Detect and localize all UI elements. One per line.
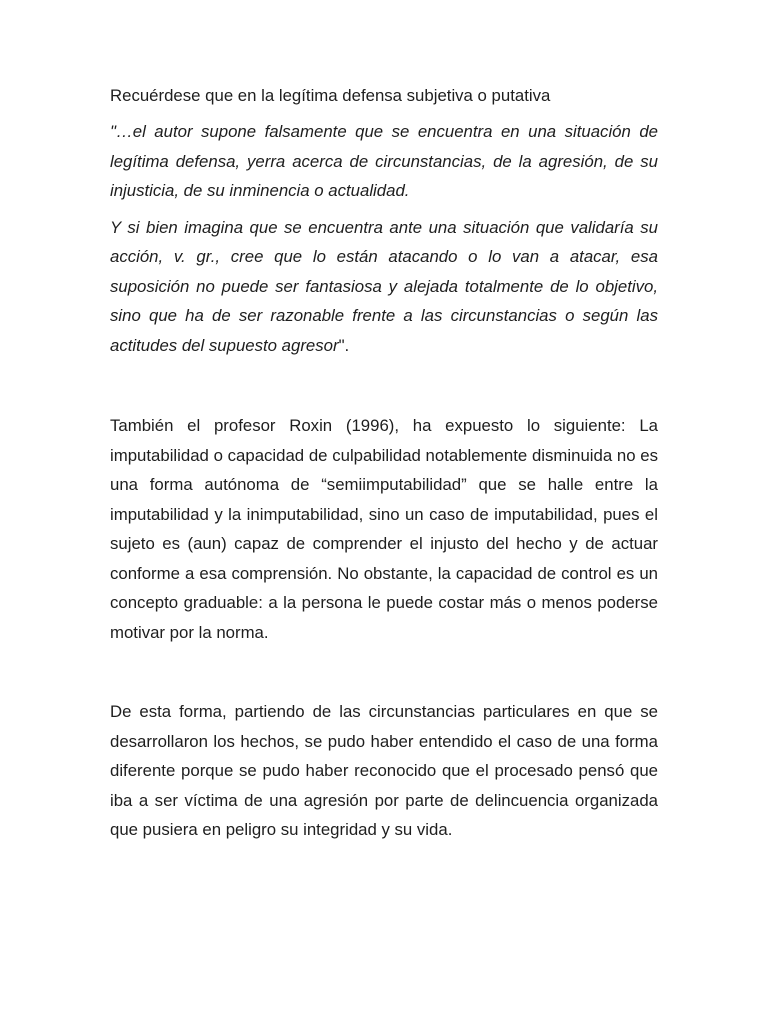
quote-paragraph-2-text: Y si bien imagina que se encuentra ante una situación que validaría su acción, v. gr., cree que lo están atacando o lo van a atacar, esa suposición no puede ser fantasiosa y alejada totalmente de lo objetivo, sino que ha de ser razonable frente a las circunstancias o según las actitudes del supuesto agresor [110,217,658,355]
intro-paragraph: Recuérdese que en la legítima defensa subjetiva o putativa [110,86,551,105]
conclusion-paragraph: De esta forma, partiendo de las circunstancias particulares en que se desarrollaron los hechos, se pudo haber entendido el caso de una forma diferente porque se pudo haber reconocido que el procesado pensó que iba a ser víctima de una agresión por parte de delincuencia organizada que pusiera en peligro su integridad y su vida. [110,702,658,839]
roxin-paragraph: También el profesor Roxin (1996), ha expuesto lo siguiente: La imputabilidad o capacidad de culpabilidad notablemente disminuida no es una forma autónoma de “semiimputabilidad” que se halle entre la imputabilidad y la inimputabilidad, sino un caso de imputabilidad, pues el sujeto es (aun) capaz de comprender el injusto del hecho y de actuar conforme a esa comprensión. No obstante, la capacidad de control es un concepto graduable: a la persona le puede costar más o menos poderse motivar por la norma. [110,416,658,642]
document-page [110,83,658,845]
quote-paragraph-2 [110,213,658,361]
quote-closing-mark: ". [338,335,350,355]
quote-paragraph-1: "…el autor supone falsamente que se encuentra en una situación de legítima defensa, yerra acerca de circunstancias, de la agresión, de su injusticia, de su inminencia o actualidad. [110,122,658,200]
